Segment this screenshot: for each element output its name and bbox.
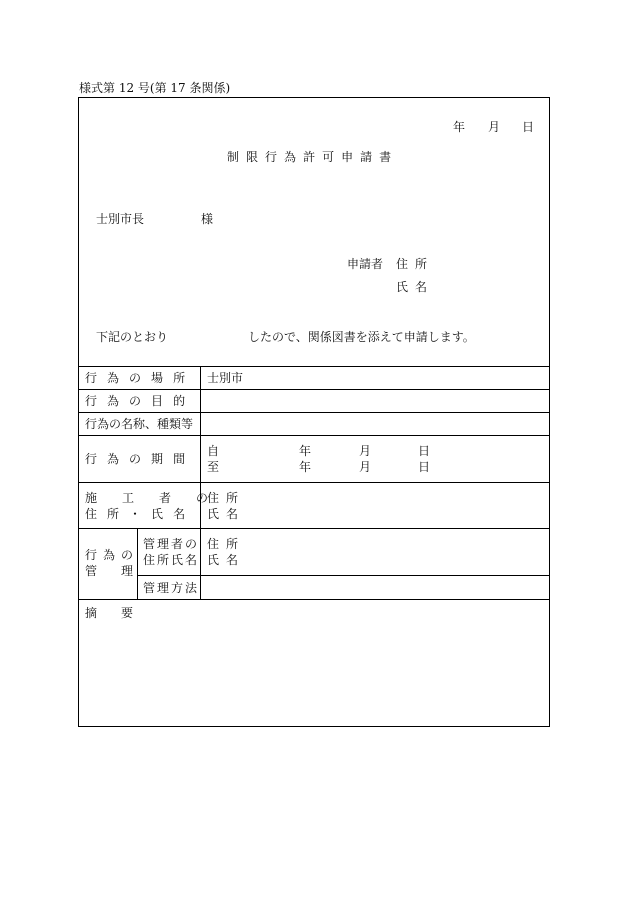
period-from-month: 月 [359, 444, 372, 458]
period-label: 行 為 の 期 間 [85, 452, 186, 466]
addressee-honorific: 様 [201, 212, 214, 226]
manager-name-label: 氏 名 [207, 553, 239, 567]
date-month-label: 月 [488, 120, 501, 134]
period-to-label: 至 [207, 460, 220, 474]
row-divider [78, 412, 550, 413]
applicant-address-label: 住 所 [396, 257, 428, 271]
period-to-day: 日 [418, 460, 431, 474]
management-method-label: 管 理 方 法 [143, 581, 198, 595]
row-divider [78, 435, 550, 436]
applicant-label: 申請者 [347, 257, 384, 271]
management-method-field[interactable] [203, 578, 547, 596]
purpose-value-field[interactable] [203, 392, 547, 410]
row-divider [78, 482, 550, 483]
column-divider [137, 528, 138, 599]
kind-value-field[interactable] [203, 415, 547, 433]
place-value[interactable]: 士別市 [207, 371, 244, 385]
row-divider [78, 389, 550, 390]
management-group-label-line1: 行 為 の [85, 548, 134, 562]
row-divider [78, 599, 550, 600]
manager-label-line1: 管 理 者 の [143, 537, 198, 551]
table-top-line [78, 366, 550, 367]
summary-field[interactable] [82, 624, 546, 722]
form-title: 制 限 行 為 許 可 申 請 書 [227, 150, 392, 164]
place-label: 行 為 の 場 所 [85, 371, 186, 385]
purpose-label: 行 為 の 目 的 [85, 394, 186, 408]
kind-label: 行為の名称、種類等 [85, 417, 194, 431]
row-divider [137, 575, 550, 576]
period-to-year: 年 [299, 460, 312, 474]
manager-address-label: 住 所 [207, 537, 239, 551]
statement-prefix: 下記のとおり [96, 330, 169, 344]
date-day-label: 日 [522, 120, 535, 134]
date-year-label: 年 [453, 120, 466, 134]
contractor-label-line1: 施 工 者 の [85, 491, 209, 505]
applicant-name-label: 氏 名 [396, 280, 428, 294]
contractor-address-label: 住 所 [207, 491, 239, 505]
manager-label-line2: 住 所 氏 名 [143, 553, 198, 567]
form-number: 様式第 12 号(第 17 条関係) [79, 81, 231, 95]
addressee-name: 士別市長 [96, 212, 145, 226]
period-from-year: 年 [299, 444, 312, 458]
period-to-month: 月 [359, 460, 372, 474]
column-divider [200, 366, 201, 599]
period-from-label: 自 [207, 444, 220, 458]
period-from-day: 日 [418, 444, 431, 458]
contractor-name-label: 氏 名 [207, 507, 239, 521]
statement-suffix: したので、関係図書を添えて申請します。 [248, 330, 475, 344]
management-group-label-line2: 管 理 [85, 564, 134, 578]
contractor-label-line2: 住 所 ・ 氏 名 [85, 507, 186, 521]
summary-label: 摘 要 [85, 606, 134, 620]
row-divider [78, 528, 550, 529]
